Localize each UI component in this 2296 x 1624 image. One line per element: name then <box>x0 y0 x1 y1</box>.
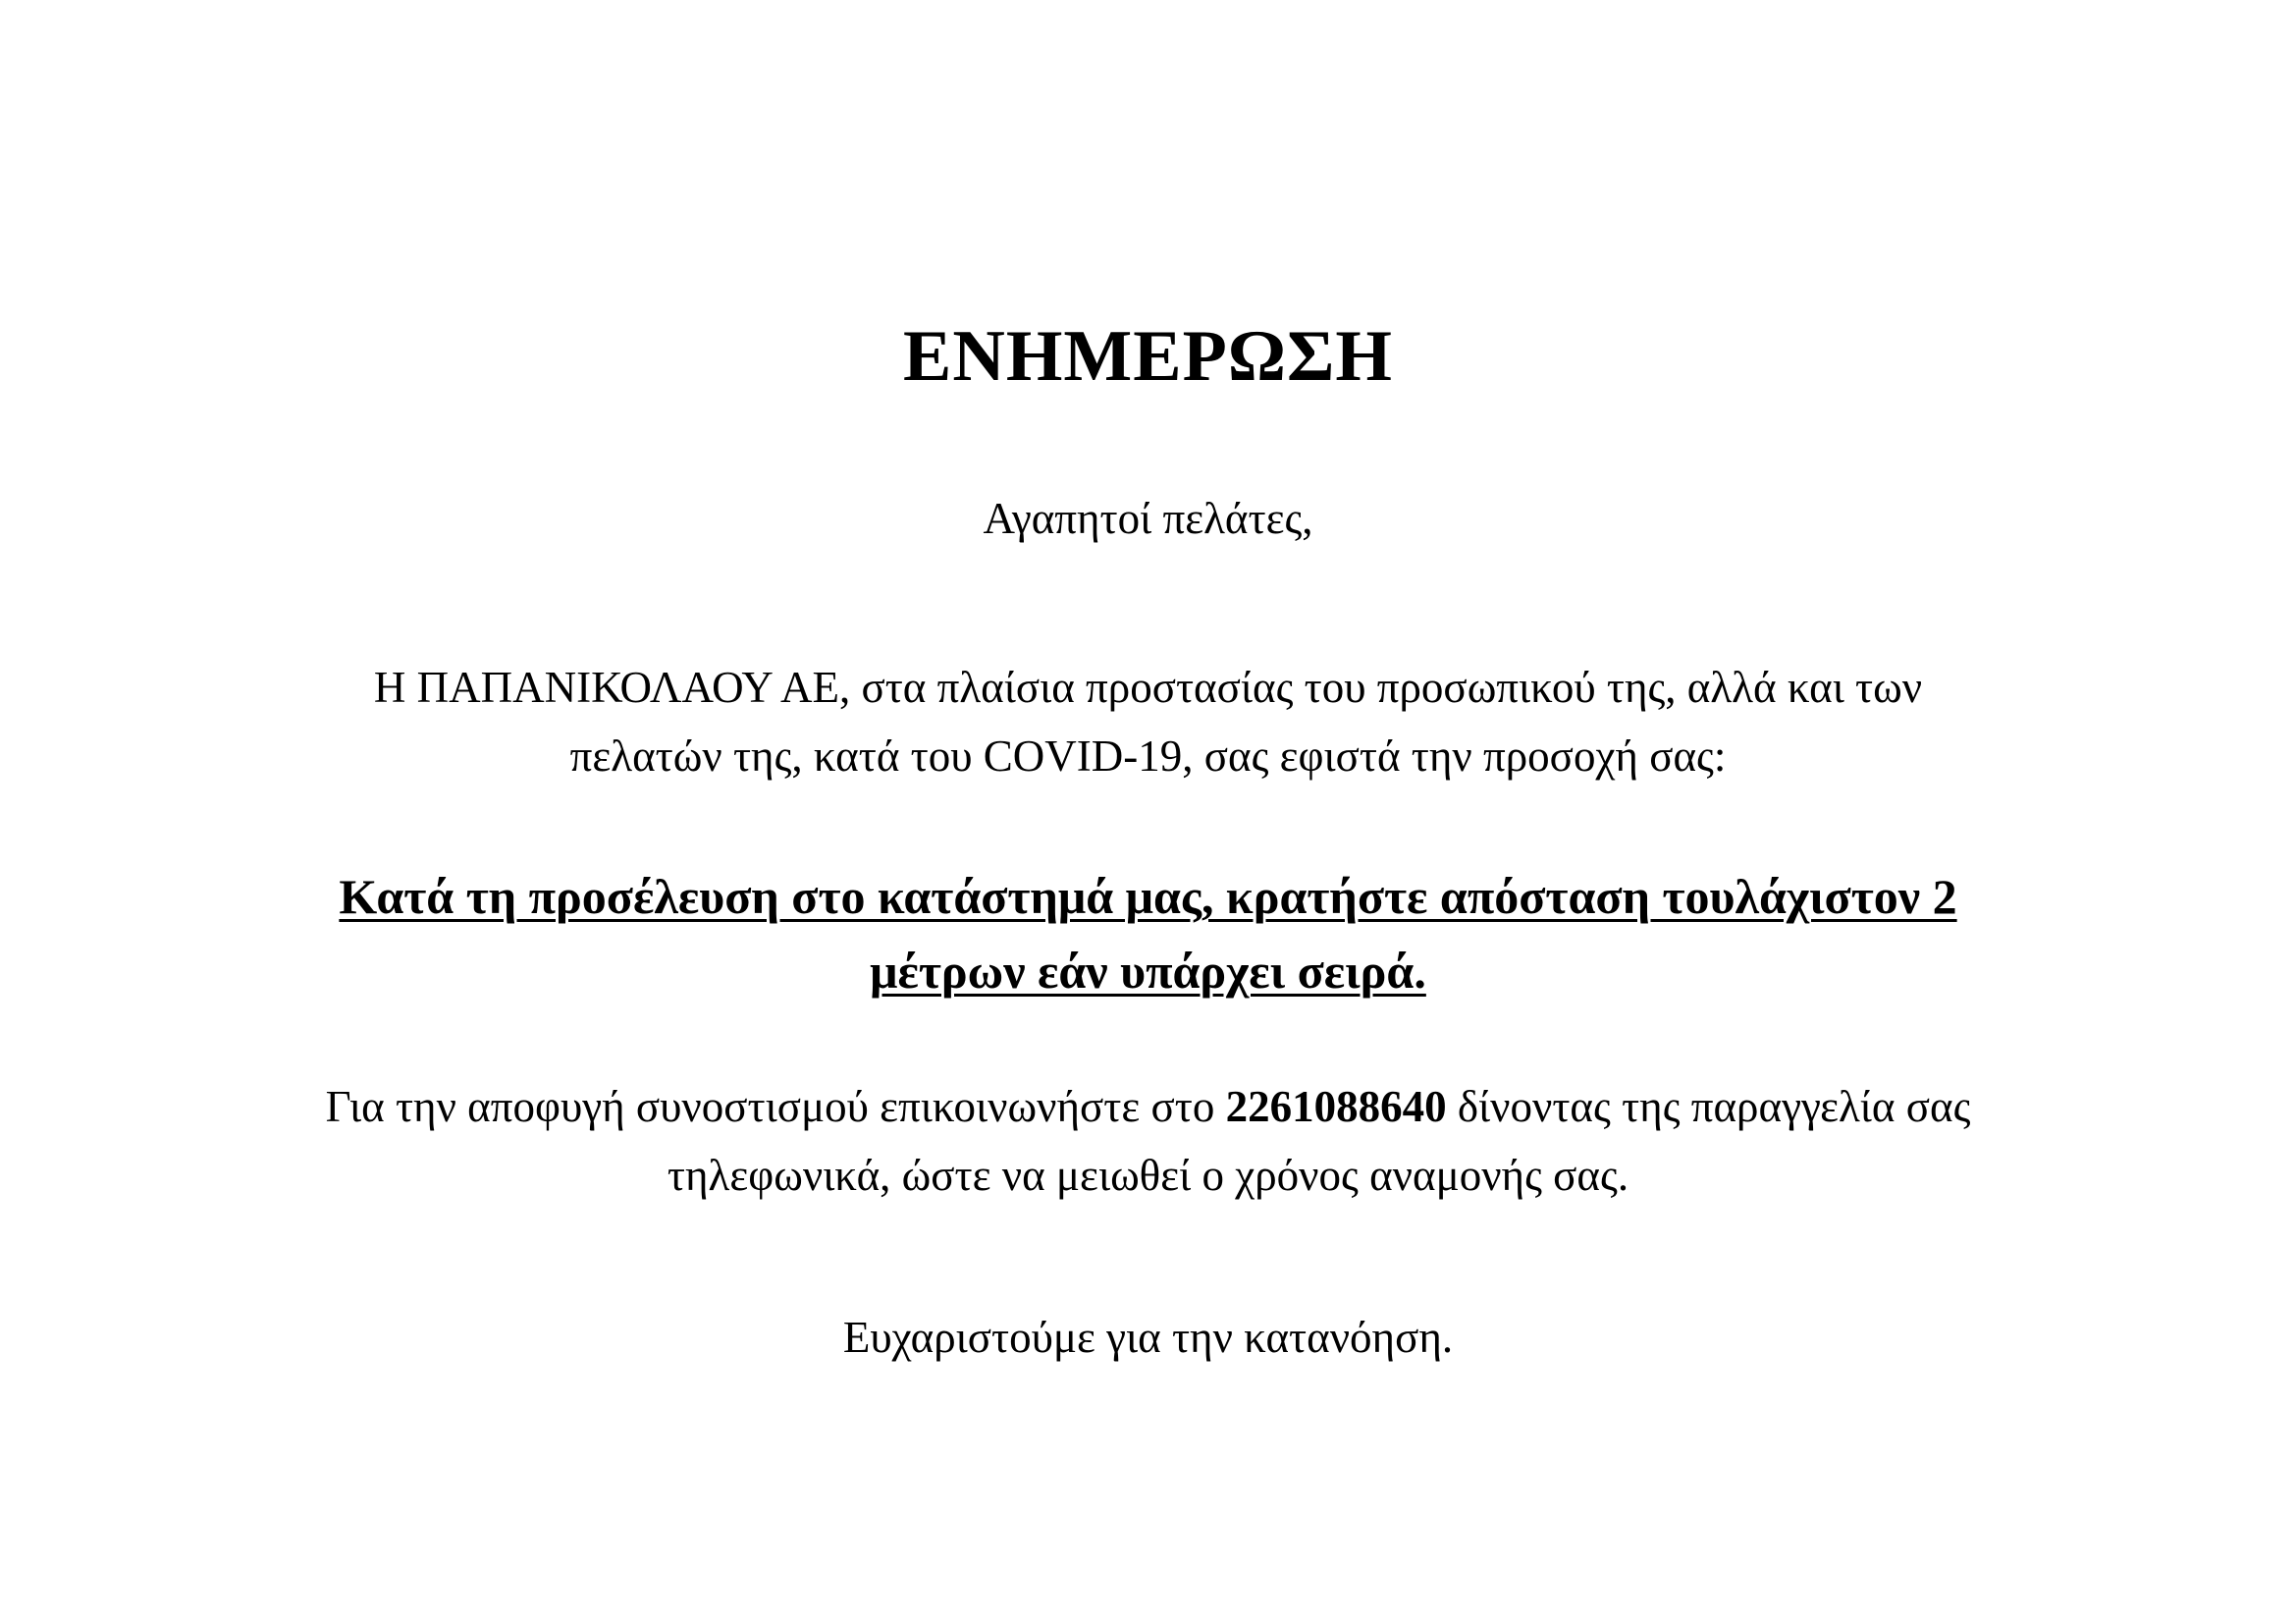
contact-text-after-phone: δίνοντας της παραγγελία σας <box>1446 1082 1971 1131</box>
contact-line-1 <box>0 1072 2296 1141</box>
notice-line-2: μέτρων εάν υπάρχει σειρά. <box>870 944 1426 999</box>
thanks-text: Ευχαριστούμε για την κατανόηση. <box>842 1313 1454 1362</box>
intro-paragraph <box>0 653 2296 790</box>
contact-text-before-phone: Για την αποφυγή συνοστισμού επικοινωνήστε στο <box>325 1082 1226 1131</box>
contact-paragraph <box>0 1072 2296 1210</box>
phone-number: 2261088640 <box>1225 1082 1447 1131</box>
distance-notice <box>0 859 2296 1008</box>
document-title: ΕΝΗΜΕΡΩΣΗ <box>903 316 1393 397</box>
notice-line-1: Κατά τη προσέλευση στο κατάστημά μας, κρατήστε απόσταση τουλάχιστον 2 <box>339 869 1957 924</box>
contact-line-2: τηλεφωνικά, ώστε να μειωθεί ο χρόνος αναμονής σας. <box>667 1151 1629 1200</box>
greeting-text: Αγαπητοί πελάτες, <box>983 494 1313 543</box>
intro-line-1: Η ΠΑΠΑΝΙΚΟΛΑΟΥ ΑΕ, στα πλαίσια προστασίας του προσωπικού της, αλλά και των <box>373 663 1923 712</box>
intro-line-2: πελατών της, κατά του COVID-19, σας εφιστά την προσοχή σας: <box>569 731 1727 781</box>
